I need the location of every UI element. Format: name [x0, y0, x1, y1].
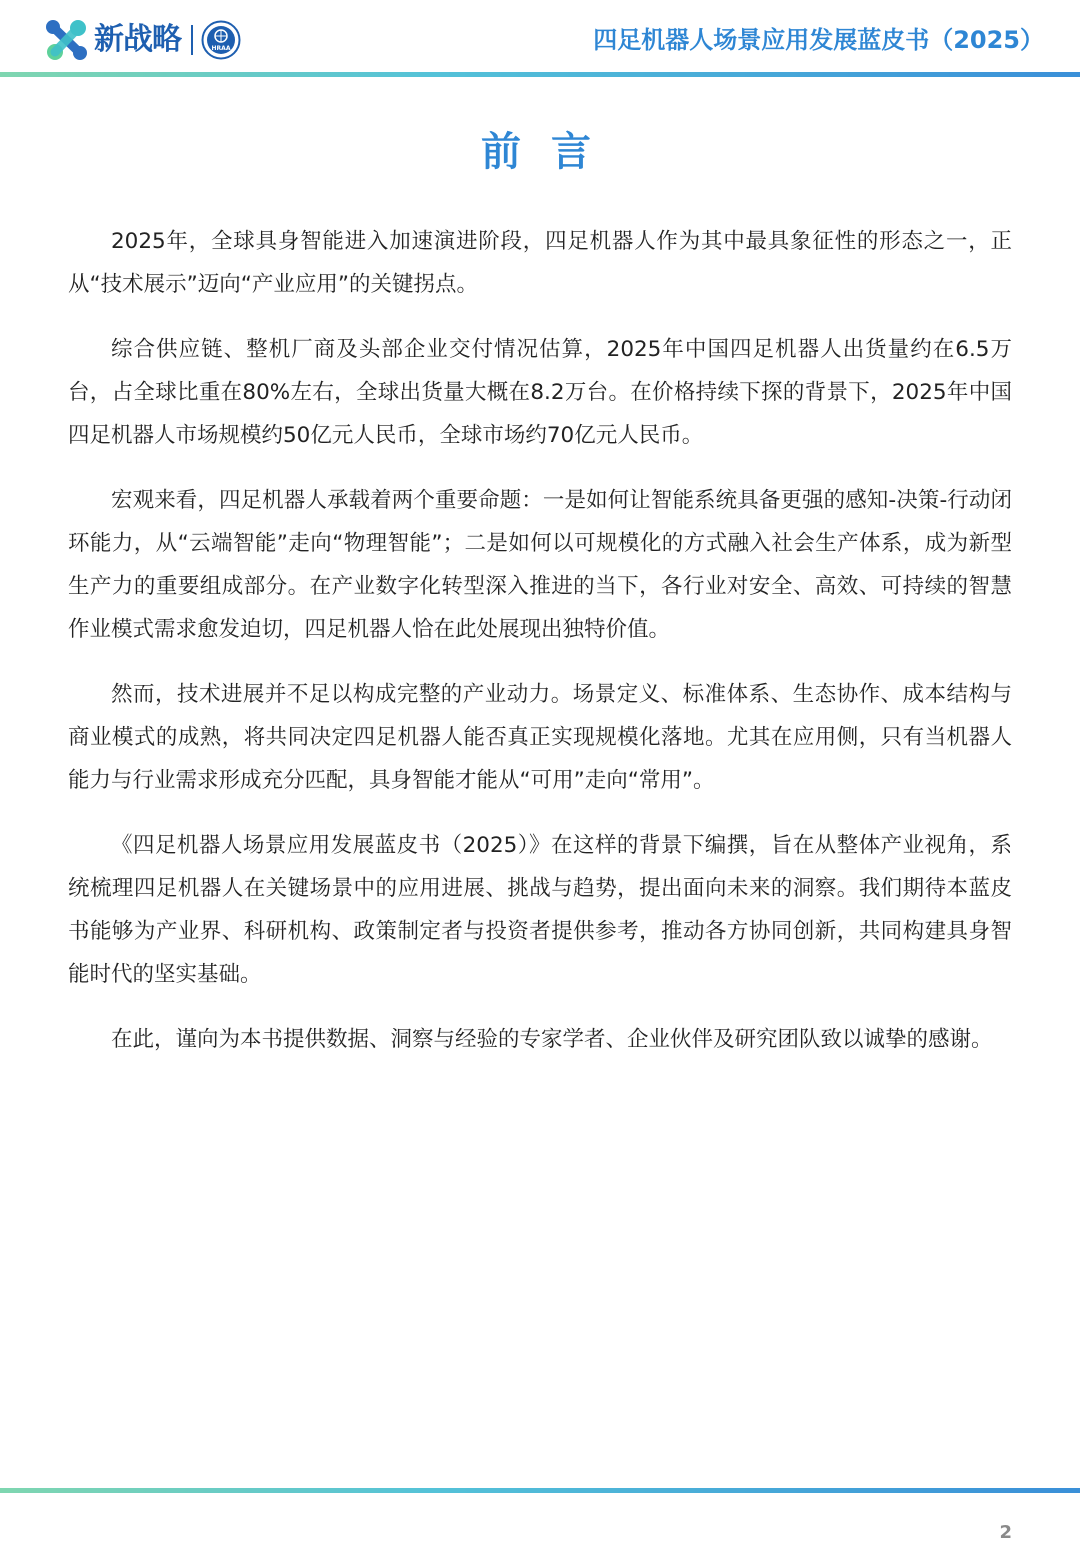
paragraph: 综合供应链、整机厂商及头部企业交付情况估算，2025年中国四足机器人出货量约在6.5万台，占全球比重在80%左右，全球出货量大概在8.2万台。在价格持续下探的背景下，2025年中国四足机器人市场规模约50亿元人民币，全球市场约70亿元人民币。: [68, 337, 1012, 448]
document-title: 四足机器人场景应用发展蓝皮书（2025）: [593, 26, 1044, 54]
footer-divider: [0, 1488, 1080, 1493]
page-header: [0, 0, 1080, 78]
logo-divider: [191, 25, 193, 55]
paragraph: 《四足机器人场景应用发展蓝皮书（2025）》在这样的背景下编撰，旨在从整体产业视角，系统梳理四足机器人在关键场景中的应用进展、挑战与趋势，提出面向未来的洞察。我们期待本蓝皮书能够为产业界、科研机构、政策制定者与投资者提供参考，推动各方协同创新，共同构建具身智能时代的坚实基础。: [68, 833, 1012, 987]
paragraph: 宏观来看，四足机器人承载着两个重要命题：一是如何让智能系统具备更强的感知-决策-行动闭环能力，从“云端智能”走向“物理智能”；二是如何以可规模化的方式融入社会生产体系，成为新型生产力的重要组成部分。在产业数字化转型深入推进的当下，各行业对安全、高效、可持续的智慧作业模式需求愈发迫切，四足机器人恰在此处展现出独特价值。: [68, 488, 1012, 642]
logo-wordmark: 新战略: [94, 22, 181, 57]
paragraph: 2025年，全球具身智能进入加速演进阶段，四足机器人作为其中最具象征性的形态之一，正从“技术展示”迈向“产业应用”的关键拐点。: [68, 229, 1012, 297]
page-number: 2: [999, 1522, 1012, 1543]
paragraph: 在此，谨向为本书提供数据、洞察与经验的专家学者、企业伙伴及研究团队致以诚挚的感谢。: [111, 1027, 993, 1052]
hraa-seal-icon: [201, 20, 241, 60]
header-divider: [0, 72, 1080, 77]
x-shaped-dots-logo-icon: [44, 18, 90, 62]
seal-text: HRAA: [211, 45, 231, 52]
brand-logo: [44, 18, 241, 62]
page-title: 前 言: [481, 129, 599, 175]
paragraph: 然而，技术进展并不足以构成完整的产业动力。场景定义、标准体系、生态协作、成本结构与商业模式的成熟，将共同决定四足机器人能否真正实现规模化落地。尤其在应用侧，只有当机器人能力与行业需求形成充分匹配，具身智能才能从“可用”走向“常用”。: [68, 682, 1012, 793]
preface-body: [68, 220, 1012, 1083]
